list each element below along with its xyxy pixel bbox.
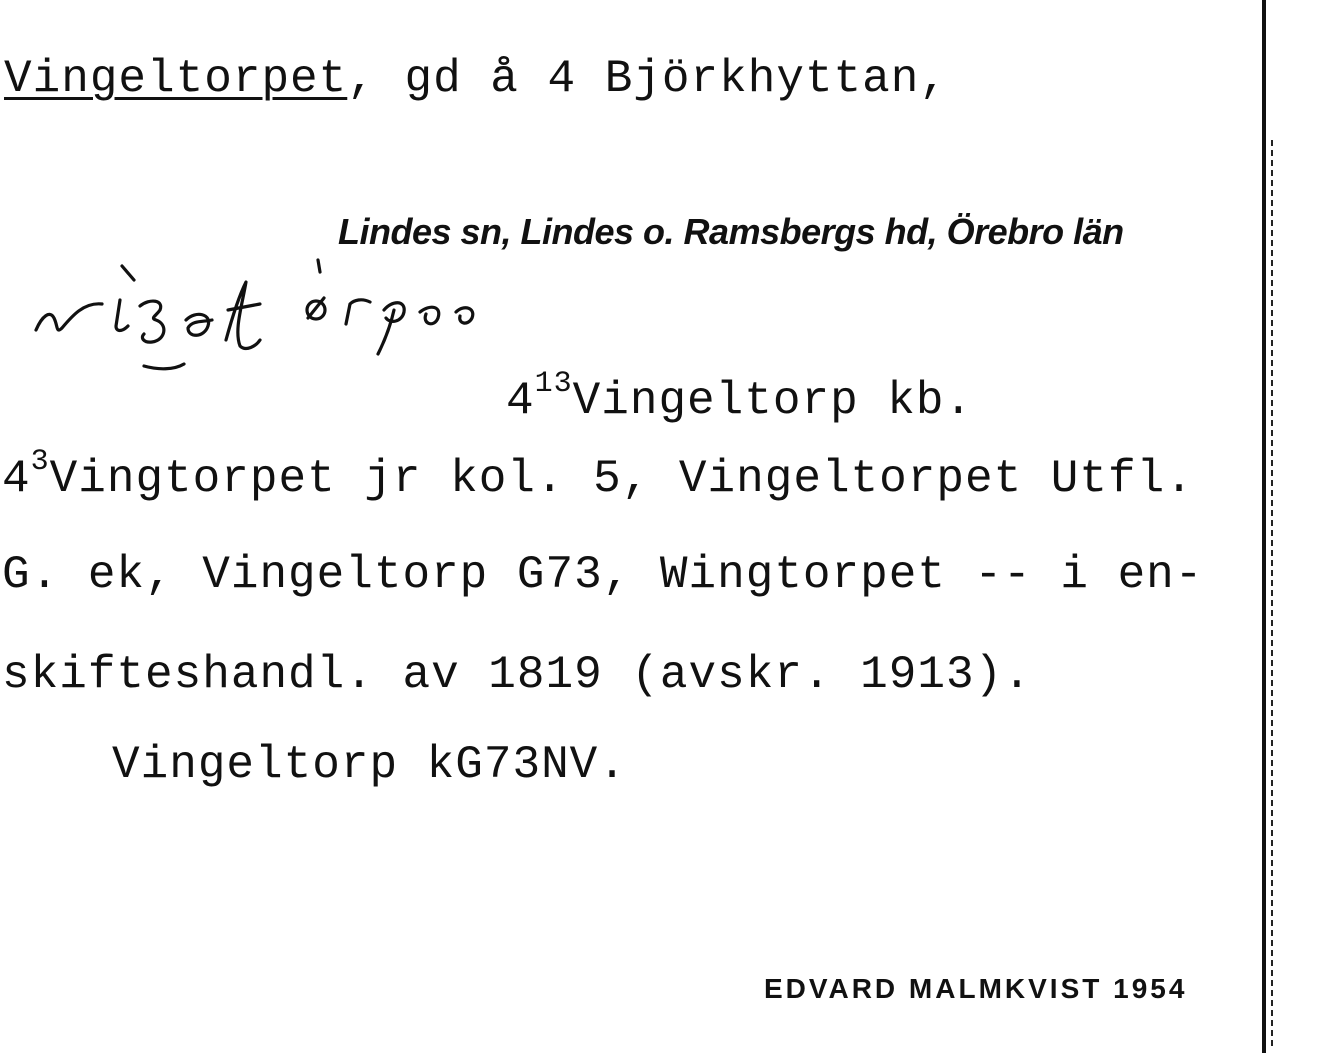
heading-rest: , gd å 4 Björkhyttan,	[347, 53, 948, 105]
entry-line-3: G. ek, Vingeltorp G73, Wingtorpet -- i en-	[2, 549, 1204, 601]
line2-text: Vingtorpet jr kol. 5, Vingeltorpet Utfl.	[49, 453, 1194, 505]
card-edge-dotted	[1271, 140, 1273, 1050]
line2-ref: 4	[2, 453, 31, 505]
heading-line	[4, 53, 948, 105]
card-edge-line	[1262, 0, 1266, 1053]
entry1-ref: 4	[506, 375, 535, 427]
entry-line-2	[2, 445, 1194, 505]
phonetic-handwriting	[28, 258, 488, 388]
author-footer: EDVARD MALMKVIST 1954	[764, 973, 1188, 1004]
entry-line-5: Vingeltorp kG73NV.	[112, 739, 627, 791]
line2-sup: 3	[30, 445, 50, 479]
entry1-sup: 13	[534, 367, 573, 401]
headword: Vingeltorpet	[4, 53, 348, 105]
entry1-text: Vingeltorp kb.	[572, 375, 974, 427]
entry-line-1	[506, 367, 974, 427]
parish-line: Lindes sn, Lindes o. Ramsbergs hd, Örebro län	[338, 211, 1124, 252]
entry-line-4: skifteshandl. av 1819 (avskr. 1913).	[2, 649, 1032, 701]
